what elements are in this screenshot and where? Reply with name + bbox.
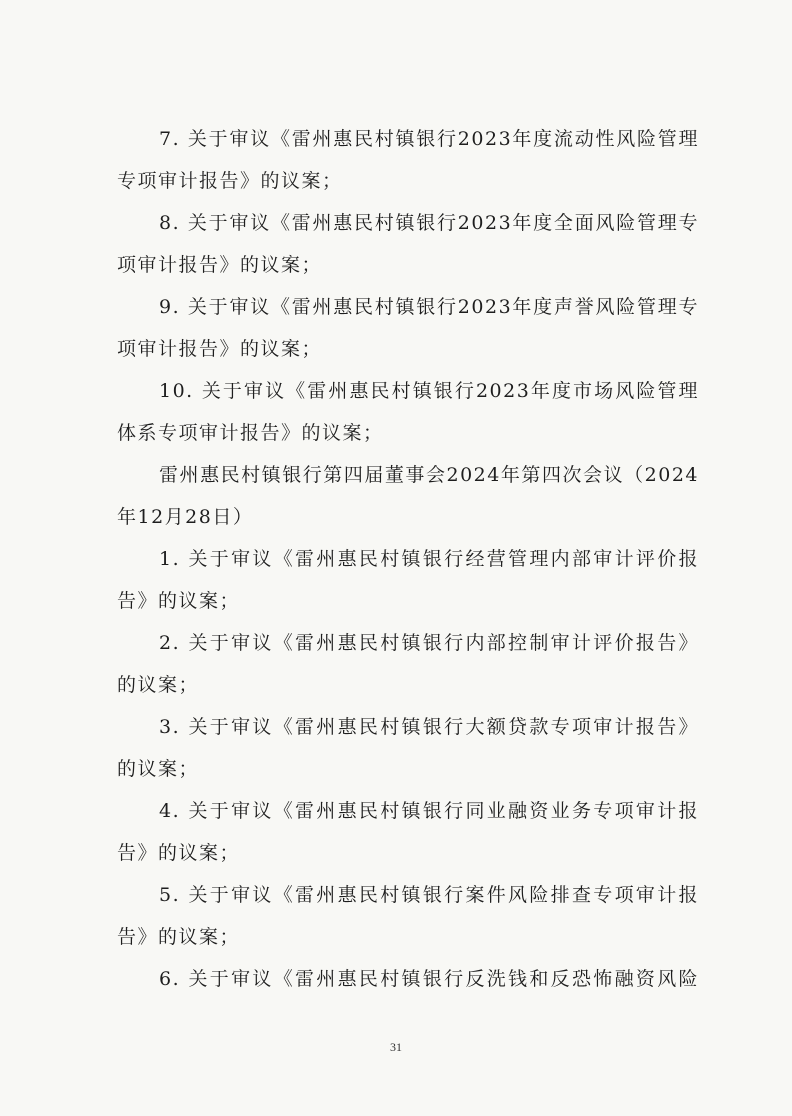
meeting-item-1-line-2: 告》的议案； [117, 590, 241, 612]
meeting-heading-line-1: 雷州惠民村镇银行第四届董事会2024年第四次会议（2024 [159, 464, 699, 486]
meeting-item-2-line-1: 2. 关于审议《雷州惠民村镇银行内部控制审计评价报告》 [159, 632, 699, 654]
document-body [117, 118, 699, 1000]
item-10-line-1: 10. 关于审议《雷州惠民村镇银行2023年度市场风险管理 [159, 380, 699, 402]
meeting-item-3-line-1: 3. 关于审议《雷州惠民村镇银行大额贷款专项审计报告》 [159, 716, 699, 738]
meeting-item-2-line-2: 的议案； [117, 674, 200, 696]
item-10-line-2: 体系专项审计报告》的议案； [117, 422, 384, 444]
meeting-item-4-line-1: 4. 关于审议《雷州惠民村镇银行同业融资业务专项审计报 [159, 800, 699, 822]
page-number: 31 [390, 1040, 402, 1054]
item-7-line-2: 专项审计报告》的议案； [117, 170, 343, 192]
item-9-line-1: 9. 关于审议《雷州惠民村镇银行2023年度声誉风险管理专 [159, 296, 699, 318]
meeting-item-1-line-1: 1. 关于审议《雷州惠民村镇银行经营管理内部审计评价报 [159, 548, 699, 570]
item-9-line-2: 项审计报告》的议案； [117, 338, 323, 360]
item-7-line-1: 7. 关于审议《雷州惠民村镇银行2023年度流动性风险管理 [159, 128, 699, 150]
meeting-item-6-line-1: 6. 关于审议《雷州惠民村镇银行反洗钱和反恐怖融资风险 [159, 968, 699, 990]
meeting-item-3-line-2: 的议案； [117, 758, 200, 780]
meeting-item-4-line-2: 告》的议案； [117, 842, 241, 864]
meeting-heading-line-2: 年12月28日） [117, 506, 254, 528]
item-8-line-2: 项审计报告》的议案； [117, 254, 323, 276]
meeting-item-5-line-2: 告》的议案； [117, 926, 241, 948]
meeting-item-5-line-1: 5. 关于审议《雷州惠民村镇银行案件风险排查专项审计报 [159, 884, 699, 906]
item-8-line-1: 8. 关于审议《雷州惠民村镇银行2023年度全面风险管理专 [159, 212, 699, 234]
